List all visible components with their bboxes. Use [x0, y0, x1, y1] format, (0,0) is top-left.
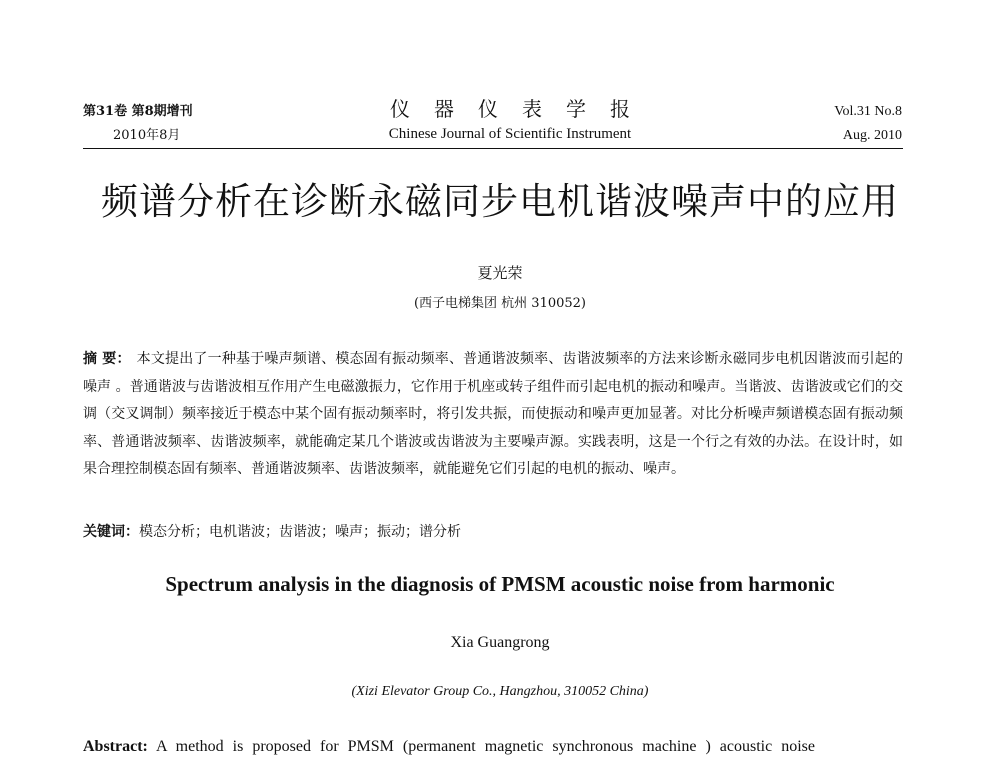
- header-left: [83, 100, 193, 148]
- abstract-cn: [83, 346, 903, 484]
- affiliation-en: (Xizi Elevator Group Co., Hangzhou, 310052 China): [351, 684, 649, 699]
- keywords-cn: [83, 520, 903, 544]
- abstract-cn-text: 本文提出了一种基于噪声频谱、模态固有振动频率、普通谐波频率、齿谐波频率的方法来诊断永磁同步电机因谐波而引起的噪声 。普通谐波与齿谐波相互作用产生电磁激振力，它作用于机座或转子组件而引起电机的振动和噪声。当谐波、齿谐波或它们的交调（交叉调制）频率接近于模态中某个固有振动频率时，将引发共振，而使振动和噪声更加显著。对比分析噪声频谱模态固有振动频率、普通谐波频率、齿谐波频率，就能确定某几个谐波或齿谐波为主要噪声源。实践表明，这是一个行之有效的办法。在设计时，如果合理控制模态固有频率、普通谐波频率、齿谐波频率，就能避免它们引起的电机的振动、噪声。: [83, 351, 903, 477]
- header-center: [340, 94, 680, 144]
- keywords-cn-text: 模态分析；电机谐波；齿谐波；噪声；振动；谱分析: [139, 524, 461, 540]
- author-cn: 夏光荣: [477, 264, 523, 282]
- header-divider: [83, 148, 903, 149]
- header-right: [834, 100, 902, 148]
- author-en: Xia Guangrong: [450, 634, 550, 651]
- volume-issue: 第31卷 第8期增刊: [83, 104, 193, 119]
- abstract-en-label: Abstract:: [83, 738, 148, 755]
- abstract-en-text: A method is proposed for PMSM (permanent magnetic synchronous machine ) acoustic noise: [147, 738, 815, 755]
- date-en: Aug. 2010: [842, 128, 902, 143]
- journal-name-en: Chinese Journal of Scientific Instrument: [388, 126, 632, 142]
- paper-title-cn: 频谱分析在诊断永磁同步电机谐波噪声中的应用: [101, 180, 899, 223]
- affiliation-cn: (西子电梯集团 杭州 310052): [413, 296, 587, 311]
- paper-title-en: Spectrum analysis in the diagnosis of PMSM acoustic noise from harmonic: [165, 572, 835, 596]
- date-cn: 2010年8月: [113, 128, 181, 143]
- volume-en: Vol.31 No.8: [834, 104, 902, 119]
- journal-name-cn: 仪器仪表学报: [390, 97, 654, 121]
- abstract-en: [83, 738, 903, 756]
- keywords-cn-label: 关键词：: [83, 524, 139, 540]
- abstract-cn-label: 摘 要：: [83, 351, 131, 367]
